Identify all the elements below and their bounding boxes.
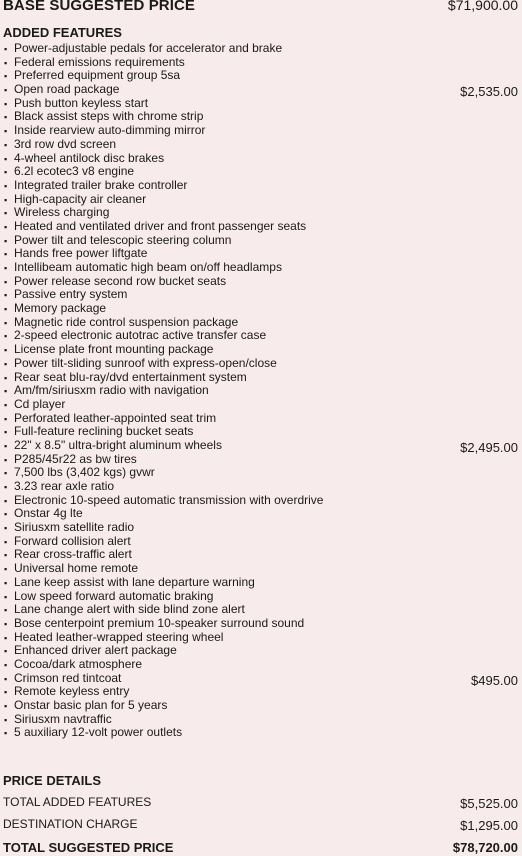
bullet-icon: ▪: [4, 153, 8, 164]
feature-text: Heated and ventilated driver and front passenger seats: [14, 218, 307, 233]
feature-text: Rear seat blu-ray/dvd entertainment system: [14, 369, 247, 384]
destination-label: DESTINATION CHARGE: [3, 817, 138, 831]
bullet-icon: ▪: [4, 728, 8, 739]
bullet-icon: ▪: [4, 249, 8, 260]
feature-item: [0, 247, 522, 261]
feature-text: Push button keyless start: [14, 95, 149, 110]
feature-text: Full-feature reclining bucket seats: [14, 424, 194, 439]
bullet-icon: ▪: [4, 659, 8, 670]
feature-item: [0, 535, 522, 549]
bullet-icon: ▪: [4, 304, 8, 315]
bullet-icon: ▪: [4, 167, 8, 178]
bullet-icon: ▪: [4, 126, 8, 137]
feature-item: [0, 576, 522, 590]
feature-text: Cd player: [14, 396, 66, 411]
total-suggested-price: $78,720.00: [452, 840, 518, 855]
feature-text: Preferred equipment group 5sa: [14, 68, 181, 83]
feature-text: Hands free power liftgate: [14, 246, 148, 261]
feature-item: [0, 644, 522, 658]
feature-item: [0, 398, 522, 412]
bullet-icon: ▪: [4, 687, 8, 698]
feature-item: [0, 480, 522, 494]
feature-text: Rear cross-traffic alert: [14, 547, 132, 562]
bullet-icon: ▪: [4, 235, 8, 246]
bullet-icon: ▪: [4, 386, 8, 397]
feature-text: Am/fm/siriusxm radio with navigation: [14, 383, 209, 398]
feature-text: License plate front mounting package: [14, 342, 214, 357]
feature-item: [0, 152, 522, 166]
feature-item: [0, 302, 522, 316]
feature-item: [0, 193, 522, 207]
feature-text: Power tilt and telescopic steering column: [14, 232, 232, 247]
feature-text: Siriusxm navtraffic: [14, 711, 112, 726]
bullet-icon: ▪: [4, 372, 8, 383]
feature-item: [0, 275, 522, 289]
base-price-row: [0, 0, 522, 17]
bullet-icon: ▪: [4, 139, 8, 150]
bullet-icon: ▪: [4, 577, 8, 588]
bullet-icon: ▪: [4, 413, 8, 424]
feature-item: [0, 138, 522, 152]
total-added-price: $5,525.00: [460, 796, 518, 811]
bullet-icon: ▪: [4, 482, 8, 492]
total-suggested-label: TOTAL SUGGESTED PRICE: [3, 840, 174, 855]
feature-item: [0, 329, 522, 343]
feature-item: [0, 603, 522, 617]
bullet-icon: ▪: [4, 290, 8, 301]
feature-text: 5 auxiliary 12-volt power outlets: [14, 725, 183, 740]
feature-item: [0, 562, 522, 576]
feature-text: Integrated trailer brake controller: [14, 177, 188, 192]
bullet-icon: ▪: [4, 632, 8, 643]
feature-item: [0, 548, 522, 562]
bullet-icon: ▪: [4, 714, 8, 725]
feature-text: Power-adjustable pedals for accelerator and brake: [14, 41, 283, 55]
feature-item: [0, 507, 522, 521]
feature-item: [0, 206, 522, 220]
bullet-icon: ▪: [4, 57, 8, 68]
feature-text: Universal home remote: [14, 561, 139, 576]
bullet-icon: ▪: [4, 618, 8, 629]
bullet-icon: ▪: [4, 221, 8, 232]
feature-item: [0, 590, 522, 604]
feature-text: Wireless charging: [14, 205, 110, 220]
bullet-icon: ▪: [4, 358, 8, 369]
feature-text: Federal emissions requirements: [14, 54, 185, 69]
feature-item: [0, 425, 522, 439]
bullet-icon: ▪: [4, 440, 8, 451]
feature-text: 4-wheel antilock disc brakes: [14, 150, 165, 165]
feature-text: 2-speed electronic autotrac active transfer case: [14, 328, 267, 343]
feature-item: [0, 82, 522, 100]
feature-item: [0, 69, 522, 83]
bullet-icon: ▪: [4, 427, 8, 438]
feature-item: [0, 56, 522, 70]
feature-item: [0, 699, 522, 713]
feature-text: High-capacity air cleaner: [14, 191, 147, 206]
bullet-icon: ▪: [4, 345, 8, 356]
feature-text: Cocoa/dark atmosphere: [14, 656, 143, 671]
feature-item: [0, 234, 522, 248]
bullet-icon: ▪: [4, 673, 8, 684]
feature-item: [0, 371, 522, 385]
bullet-icon: ▪: [4, 112, 8, 123]
destination-price: $1,295.00: [460, 818, 518, 833]
feature-item: [0, 713, 522, 727]
feature-text: Black assist steps with chrome strip: [14, 109, 204, 124]
feature-item: [0, 685, 522, 699]
bullet-icon: ▪: [4, 564, 8, 575]
feature-text: Lane change alert with side blind zone alert: [14, 602, 245, 617]
feature-text: Power release second row bucket seats: [14, 273, 227, 288]
package-price: $495.00: [471, 672, 518, 688]
bullet-icon: ▪: [4, 194, 8, 205]
feature-item: [0, 110, 522, 124]
base-price-label: BASE SUGGESTED PRICE: [3, 0, 196, 14]
feature-text: Magnetic ride control suspension package: [14, 314, 239, 329]
feature-item: [0, 124, 522, 138]
feature-text: Forward collision alert: [14, 533, 131, 548]
feature-text: Onstar basic plan for 5 years: [14, 698, 168, 712]
bullet-icon: ▪: [4, 646, 8, 657]
feature-item: [0, 179, 522, 193]
feature-item: [0, 617, 522, 631]
feature-item: [0, 453, 522, 467]
bullet-icon: ▪: [4, 399, 8, 410]
feature-text: Crimson red tintcoat: [14, 670, 122, 685]
bullet-icon: ▪: [4, 468, 8, 479]
feature-text: Low speed forward automatic braking: [14, 588, 214, 603]
feature-text: Siriusxm satellite radio: [14, 520, 135, 535]
feature-text: Electronic 10-speed automatic transmission with overdrive: [14, 492, 324, 507]
base-price-value: $71,900.00: [447, 0, 518, 13]
feature-item: [0, 42, 522, 56]
bullet-icon: ▪: [4, 317, 8, 328]
price-details-title: PRICE DETAILS: [3, 773, 101, 788]
feature-text: Inside rearview auto-dimming mirror: [14, 123, 206, 138]
bullet-icon: ▪: [4, 276, 8, 287]
feature-item: [0, 316, 522, 330]
feature-text: Enhanced driver alert package: [14, 643, 177, 658]
feature-item: [0, 343, 522, 357]
feature-text: 3.23 rear axle ratio: [14, 479, 115, 493]
feature-text: 7,500 lbs (3,402 kgs) gvwr: [14, 465, 155, 480]
bullet-icon: ▪: [4, 85, 8, 96]
feature-item: [0, 97, 522, 111]
bullet-icon: ▪: [4, 208, 8, 219]
bullet-icon: ▪: [4, 550, 8, 561]
bullet-icon: ▪: [4, 536, 8, 547]
feature-item: [0, 672, 522, 686]
feature-text: 6.2l ecotec3 v8 engine: [14, 164, 135, 179]
feature-text: Bose centerpoint premium 10-speaker surround sound: [14, 615, 305, 630]
feature-item: [0, 412, 522, 426]
feature-item: [0, 261, 522, 275]
feature-item: [0, 658, 522, 672]
feature-text: 3rd row dvd screen: [14, 136, 117, 151]
feature-item: [0, 220, 522, 234]
feature-text: Memory package: [14, 301, 107, 316]
bullet-icon: ▪: [4, 180, 8, 191]
bullet-icon: ▪: [4, 605, 8, 616]
feature-item: [0, 521, 522, 535]
feature-text: Power tilt-sliding sunroof with express-open/close: [14, 355, 277, 370]
bullet-icon: ▪: [4, 495, 8, 506]
feature-text: Perforated leather-appointed seat trim: [14, 410, 217, 425]
bullet-icon: ▪: [4, 523, 8, 534]
bullet-icon: ▪: [4, 98, 8, 109]
feature-text: Lane keep assist with lane departure warning: [14, 574, 255, 589]
package-price: $2,535.00: [460, 84, 518, 100]
feature-text: Remote keyless entry: [14, 684, 130, 699]
feature-list: [0, 42, 522, 740]
bullet-icon: ▪: [4, 263, 8, 273]
feature-item: [0, 494, 522, 508]
bullet-icon: ▪: [4, 509, 8, 520]
feature-text: Open road package: [14, 82, 120, 97]
feature-item: [0, 466, 522, 480]
feature-item: [0, 384, 522, 398]
total-added-label: TOTAL ADDED FEATURES: [3, 795, 152, 809]
feature-item: [0, 439, 522, 453]
added-features-title: ADDED FEATURES: [3, 25, 122, 40]
feature-text: Passive entry system: [14, 287, 128, 302]
feature-text: P285/45r22 as bw tires: [14, 451, 137, 466]
bullet-icon: ▪: [4, 44, 8, 54]
bullet-icon: ▪: [4, 701, 8, 711]
feature-item: [0, 288, 522, 302]
bullet-icon: ▪: [4, 331, 8, 342]
feature-text: Onstar 4g lte: [14, 506, 83, 521]
bullet-icon: ▪: [4, 71, 8, 82]
feature-item: [0, 726, 522, 740]
feature-item: [0, 357, 522, 371]
package-price: $2,495.00: [460, 439, 518, 455]
bullet-icon: ▪: [4, 454, 8, 465]
feature-text: 22" x 8.5" ultra-bright aluminum wheels: [14, 437, 222, 452]
feature-item: [0, 165, 522, 179]
bullet-icon: ▪: [4, 591, 8, 602]
feature-item: [0, 631, 522, 645]
feature-text: Intellibeam automatic high beam on/off headlamps: [14, 260, 282, 274]
feature-text: Heated leather-wrapped steering wheel: [14, 629, 224, 644]
